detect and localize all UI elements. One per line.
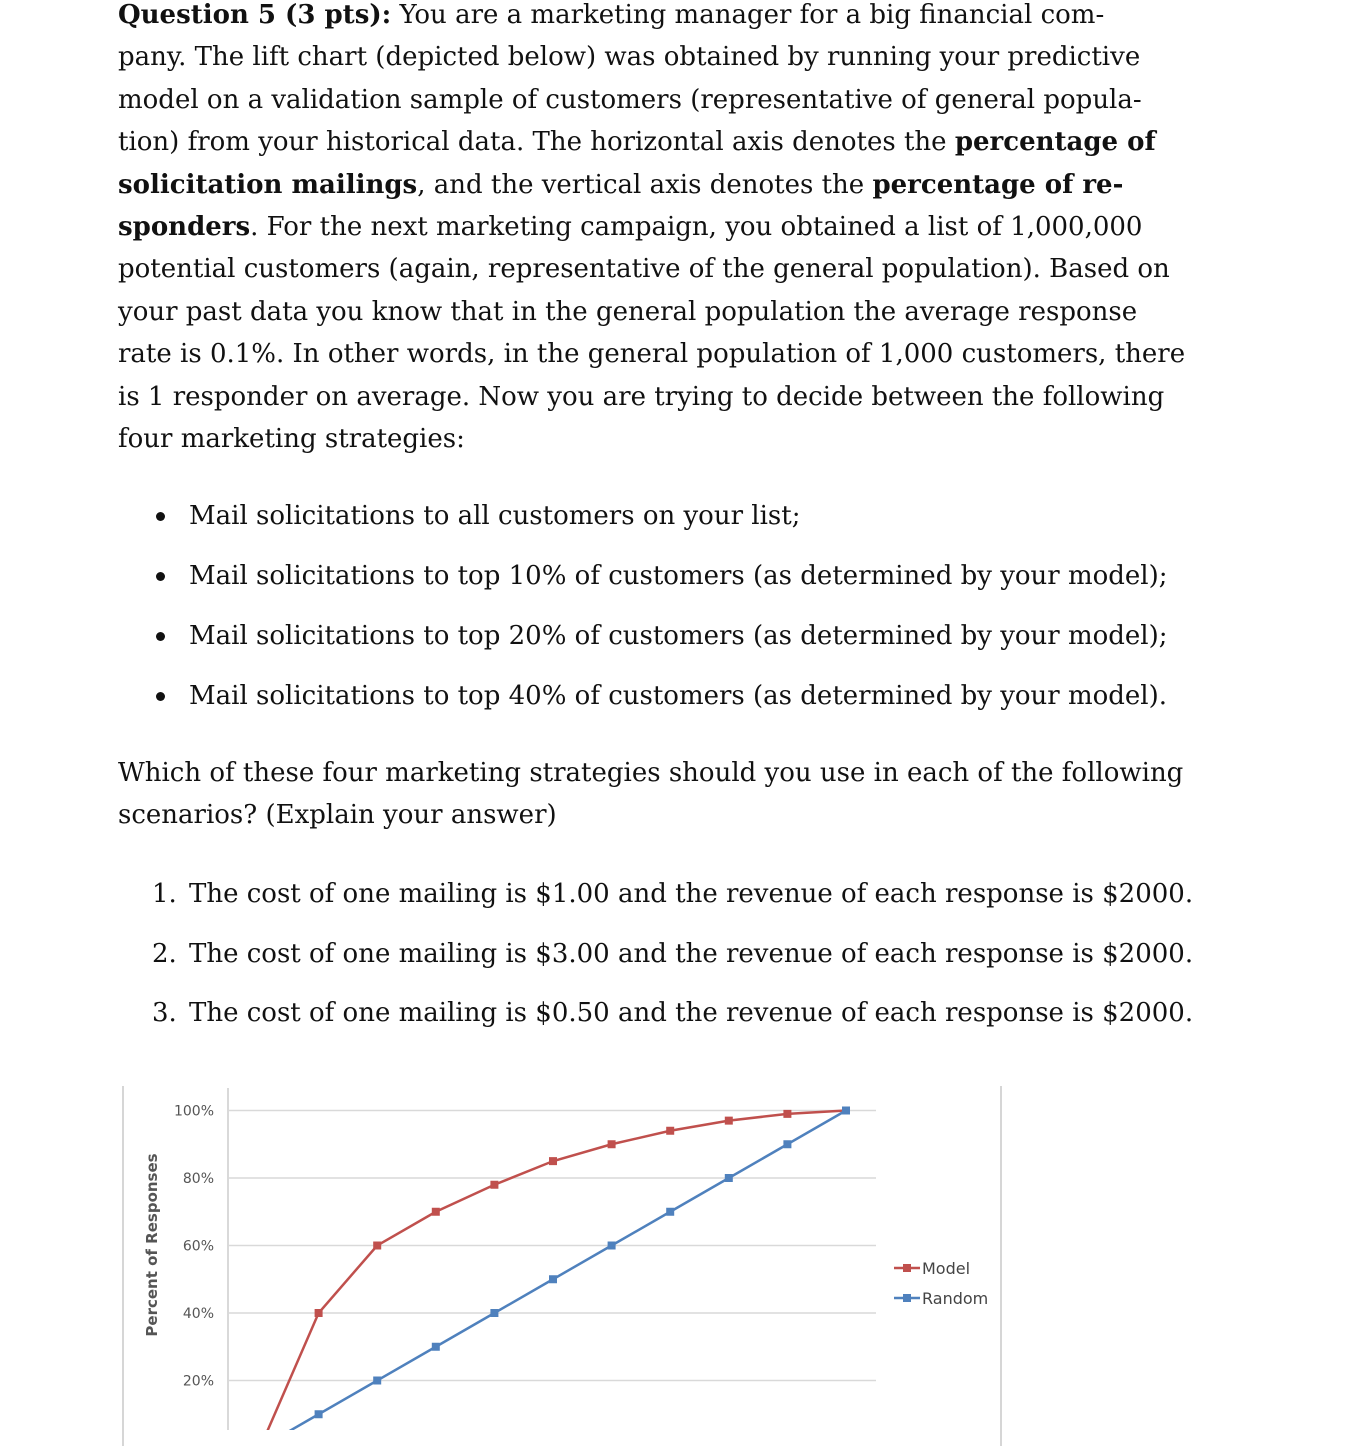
data-point-model bbox=[608, 1140, 616, 1148]
list-item: Mail solicitations to all customers on your list; bbox=[118, 494, 1094, 554]
question-line-9: rate is 0.1%. In other words, in the general population of 1,000 customers, there bbox=[118, 339, 1186, 370]
data-point-random bbox=[315, 1410, 323, 1418]
y-tick-label: 80% bbox=[182, 1171, 214, 1187]
y-tick-label: 40% bbox=[182, 1306, 214, 1322]
list-item: Mail solicitations to top 10% of customers (as determined by your model); bbox=[118, 554, 1094, 614]
data-point-random bbox=[490, 1309, 498, 1317]
data-point-random bbox=[549, 1275, 557, 1283]
data-point-model bbox=[373, 1242, 381, 1250]
question-title: Question 5 (3 pts): bbox=[118, 0, 392, 30]
data-point-model bbox=[432, 1208, 440, 1216]
data-point-random bbox=[842, 1107, 850, 1115]
y-tick-label: 60% bbox=[182, 1238, 214, 1255]
data-point-model bbox=[725, 1117, 733, 1125]
data-point-model bbox=[490, 1181, 498, 1189]
list-item: 2. The cost of one mailing is $3.00 and the revenue of each response is $2000. bbox=[152, 938, 1194, 969]
question-line-10: is 1 responder on average. Now you are trying to decide between the following bbox=[118, 381, 1165, 412]
data-point-random bbox=[666, 1208, 674, 1216]
question-line-2: pany. The lift chart (depicted below) was obtained by running your predictive bbox=[118, 42, 1141, 73]
question-line-4: tion) from your historical data. The horizontal axis denotes the percentage of bbox=[118, 127, 1156, 158]
data-point-random bbox=[373, 1377, 381, 1385]
y-axis-label: Percent of Responses bbox=[143, 1153, 161, 1337]
y-tick-label: 100% bbox=[173, 1103, 214, 1120]
list-item: 1. The cost of one mailing is $1.00 and the revenue of each response is $2000. bbox=[152, 879, 1194, 909]
data-point-model bbox=[549, 1157, 557, 1165]
question-line-1: Question 5 (3 pts): You are a marketing manager for a big financial com- bbox=[118, 0, 1105, 30]
data-point-random bbox=[783, 1140, 791, 1148]
question-line-8: your past data you know that in the general population the average response bbox=[118, 296, 1138, 327]
question-line-3: model on a validation sample of customers (representative of general popula- bbox=[118, 84, 1142, 115]
legend-marker-model bbox=[903, 1264, 911, 1272]
data-point-model bbox=[666, 1127, 674, 1135]
list-item: 3. The cost of one mailing is $0.50 and the revenue of each response is $2000. bbox=[152, 998, 1194, 1028]
question-line-5: solicitation mailings, and the vertical axis denotes the percentage of re- bbox=[118, 169, 1124, 200]
data-point-model bbox=[783, 1110, 791, 1118]
question-line-11: four marketing strategies: bbox=[118, 424, 465, 455]
list-item: Mail solicitations to top 40% of customers (as determined by your model). bbox=[118, 674, 1094, 734]
data-point-random bbox=[725, 1174, 733, 1182]
prompt-line-1: Which of these four marketing strategies should you use in each of the following bbox=[118, 758, 1184, 788]
list-item: Mail solicitations to top 20% of customers (as determined by your model); bbox=[118, 614, 1094, 674]
legend-label-random: Random bbox=[922, 1289, 989, 1308]
question-line-7: potential customers (again, representative of the general population). Based on bbox=[118, 254, 1170, 285]
legend-marker-random bbox=[903, 1294, 911, 1302]
y-tick-label: 20% bbox=[182, 1373, 214, 1390]
prompt-line-2: scenarios? (Explain your answer) bbox=[118, 800, 557, 831]
question-line-6: sponders. For the next marketing campaign, you obtained a list of 1,000,000 bbox=[118, 212, 1143, 243]
data-point-random bbox=[608, 1242, 616, 1250]
data-point-random bbox=[432, 1343, 440, 1351]
data-point-model bbox=[315, 1309, 323, 1317]
legend-label-model: Model bbox=[922, 1259, 971, 1278]
